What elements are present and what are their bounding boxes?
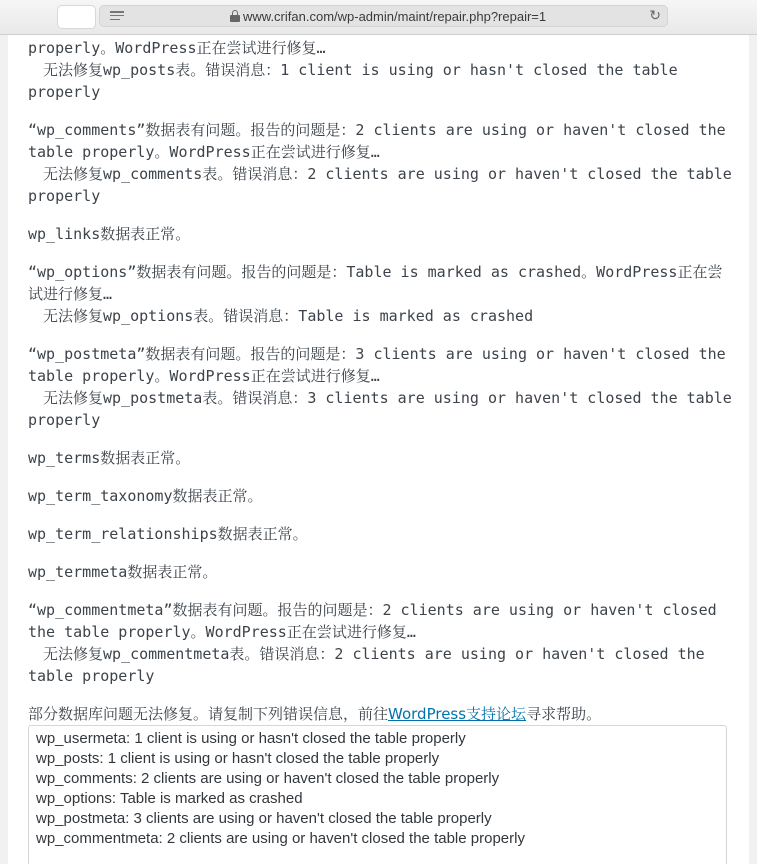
repair-message — [28, 261, 733, 327]
repair-log — [28, 34, 733, 741]
repair-message — [28, 485, 733, 507]
message-error: 无法修复wp_comments表。错误消息：2 clients are using or haven't closed the table properly — [28, 165, 732, 205]
error-textarea[interactable] — [28, 725, 727, 864]
reader-view-icon[interactable] — [110, 11, 124, 22]
lock-icon — [230, 10, 240, 22]
repair-message — [28, 343, 733, 431]
support-forum-link[interactable]: WordPress支持论坛 — [388, 705, 527, 723]
toolbar-button[interactable] — [57, 5, 96, 29]
error-line: wp_comments: 2 clients are using or haven't closed the table properly — [36, 770, 500, 787]
message-line: wp_links数据表正常。 — [28, 225, 191, 243]
repair-message — [28, 34, 733, 103]
message-line: “wp_commentmeta”数据表有问题。报告的问题是：2 clients are using or haven't closed the table properly。WordPress正在尝试进行修复… — [28, 601, 717, 641]
message-error: 无法修复wp_options表。错误消息：Table is marked as crashed — [43, 307, 534, 325]
error-line: wp_usermeta: 1 client is using or hasn't closed the table properly — [36, 730, 466, 747]
message-line: wp_termmeta数据表正常。 — [28, 563, 218, 581]
message-line: “wp_postmeta”数据表有问题。报告的问题是：3 clients are using or haven't closed the table properly。WordPress正在尝试进行修复… — [28, 345, 726, 385]
message-error: 无法修复wp_postmeta表。错误消息：3 clients are using or haven't closed the table properly — [28, 389, 732, 429]
message-line: wp_term_taxonomy数据表正常。 — [28, 487, 263, 505]
repair-message — [28, 119, 733, 207]
message-line: wp_term_relationships数据表正常。 — [28, 525, 308, 543]
summary-text: 部分数据库问题无法修复。请复制下列错误信息，前往 — [28, 705, 389, 723]
message-line: wp_terms数据表正常。 — [28, 449, 191, 467]
repair-summary — [28, 703, 733, 725]
repair-message — [28, 523, 733, 545]
error-line: wp_options: Table is marked as crashed — [36, 790, 303, 807]
page-body — [8, 34, 749, 864]
message-error: 无法修复wp_posts表。错误消息：1 client is using or hasn't closed the table properly — [28, 61, 678, 101]
error-line: wp_posts: 1 client is using or hasn't closed the table properly — [36, 750, 440, 767]
message-line: “wp_options”数据表有问题。报告的问题是：Table is marked as crashed。WordPress正在尝试进行修复… — [28, 263, 723, 303]
address-bar[interactable] — [99, 5, 668, 27]
repair-message — [28, 447, 733, 469]
repair-message — [28, 223, 733, 245]
message-line: “wp_comments”数据表有问题。报告的问题是：2 clients are using or haven't closed the table properly。WordPress正在尝试进行修复… — [28, 121, 726, 161]
repair-message — [28, 561, 733, 583]
summary-text-end: 寻求帮助。 — [526, 705, 602, 723]
reload-icon[interactable]: ↻ — [649, 8, 661, 24]
error-line: wp_commentmeta: 2 clients are using or haven't closed the table properly — [36, 830, 525, 847]
repair-message — [28, 599, 733, 687]
message-error: 无法修复wp_commentmeta表。错误消息：2 clients are using or haven't closed the table properly — [28, 645, 705, 685]
error-line: wp_postmeta: 3 clients are using or haven't closed the table properly — [36, 810, 492, 827]
message-line: properly。WordPress正在尝试进行修复… — [28, 39, 326, 57]
url-text[interactable]: www.crifan.com/wp-admin/maint/repair.php?repair=1 — [243, 9, 547, 24]
browser-toolbar — [0, 0, 757, 35]
